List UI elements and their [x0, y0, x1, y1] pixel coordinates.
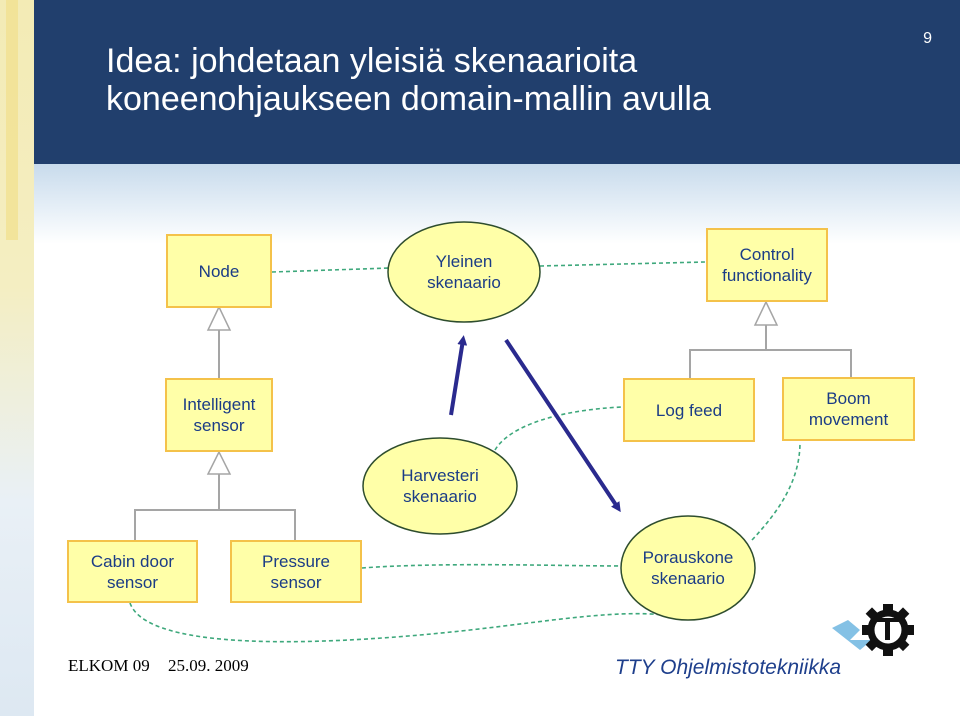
- intelligent-sensor-box: [165, 378, 273, 452]
- link-harvesteri-logfeed: [495, 407, 622, 450]
- cabin-line1: Cabin door: [90, 551, 175, 571]
- link-porauskone-boom: [752, 442, 800, 540]
- tty-logo-icon: [832, 604, 914, 656]
- boom-line2: movement: [808, 410, 889, 429]
- link-pressure-porauskone: [362, 565, 625, 568]
- pressure-line1: Pressure: [261, 551, 331, 571]
- pressure-sensor-box: [230, 540, 362, 603]
- link-yleinen-control: [540, 262, 705, 266]
- porauskone-text: [643, 547, 734, 589]
- boom-movement-box: [782, 377, 915, 441]
- boom-movement-label: [809, 388, 888, 430]
- yleinen-line1: Yleinen: [435, 252, 493, 271]
- yleinen-skenaario-label: [400, 250, 528, 294]
- link-cabin-porauskone: [130, 603, 690, 642]
- intelligent-line2: sensor: [193, 416, 245, 435]
- boom-line1: Boom: [826, 389, 871, 408]
- slide-number: 9: [923, 30, 932, 47]
- footer-date: 25.09. 2009: [167, 656, 249, 675]
- yleinen-text: [427, 251, 501, 293]
- harvesteri-skenaario-label: [376, 464, 504, 508]
- control-functionality-box: [706, 228, 828, 302]
- slide-title-line2: koneenohjaukseen domain-mallin avulla: [106, 80, 711, 118]
- log-feed-label: Log feed: [655, 400, 723, 420]
- arrow-harvesteri-to-yleinen: [451, 340, 463, 415]
- gen-line-logfeed-boom: [690, 350, 851, 378]
- control-line1: Control: [739, 245, 795, 264]
- footer-left: [68, 656, 263, 676]
- generalization-triangle-intelligent: [208, 452, 230, 474]
- intelligent-line1: Intelligent: [182, 395, 256, 414]
- cabin-door-sensor-box: [67, 540, 198, 603]
- harvesteri-line1: Harvesteri: [401, 466, 479, 485]
- intelligent-sensor-label: [183, 394, 256, 436]
- arrow-yleinen-to-porauskone: [506, 340, 618, 508]
- harvesteri-line2: skenaario: [403, 487, 477, 506]
- cabin-door-sensor-label: [91, 551, 174, 593]
- footer-event: ELKOM 09: [68, 656, 150, 675]
- slide-title-line1: Idea: johdetaan yleisiä skenaarioita: [106, 42, 638, 80]
- pressure-line2: sensor: [270, 572, 322, 592]
- link-node-yleinen: [272, 268, 390, 272]
- porauskone-line1: Porauskone: [642, 548, 734, 567]
- yleinen-line2: skenaario: [427, 273, 501, 292]
- log-feed-box: [623, 378, 755, 442]
- control-line2: functionality: [722, 266, 812, 285]
- pressure-sensor-label: [262, 551, 330, 593]
- control-functionality-label: [722, 244, 812, 286]
- footer-org: TTY Ohjelmistotekniikka: [615, 656, 842, 679]
- harvesteri-text: [401, 465, 478, 507]
- porauskone-line2: skenaario: [651, 569, 725, 588]
- porauskone-skenaario-label: [624, 546, 752, 590]
- gen-line-cabin-pressure: [135, 510, 295, 540]
- cabin-line2: sensor: [106, 572, 158, 592]
- generalization-triangle-node: [208, 307, 230, 330]
- node-box: [166, 234, 272, 308]
- generalization-triangle-control: [755, 302, 777, 325]
- node-label: Node: [198, 261, 240, 281]
